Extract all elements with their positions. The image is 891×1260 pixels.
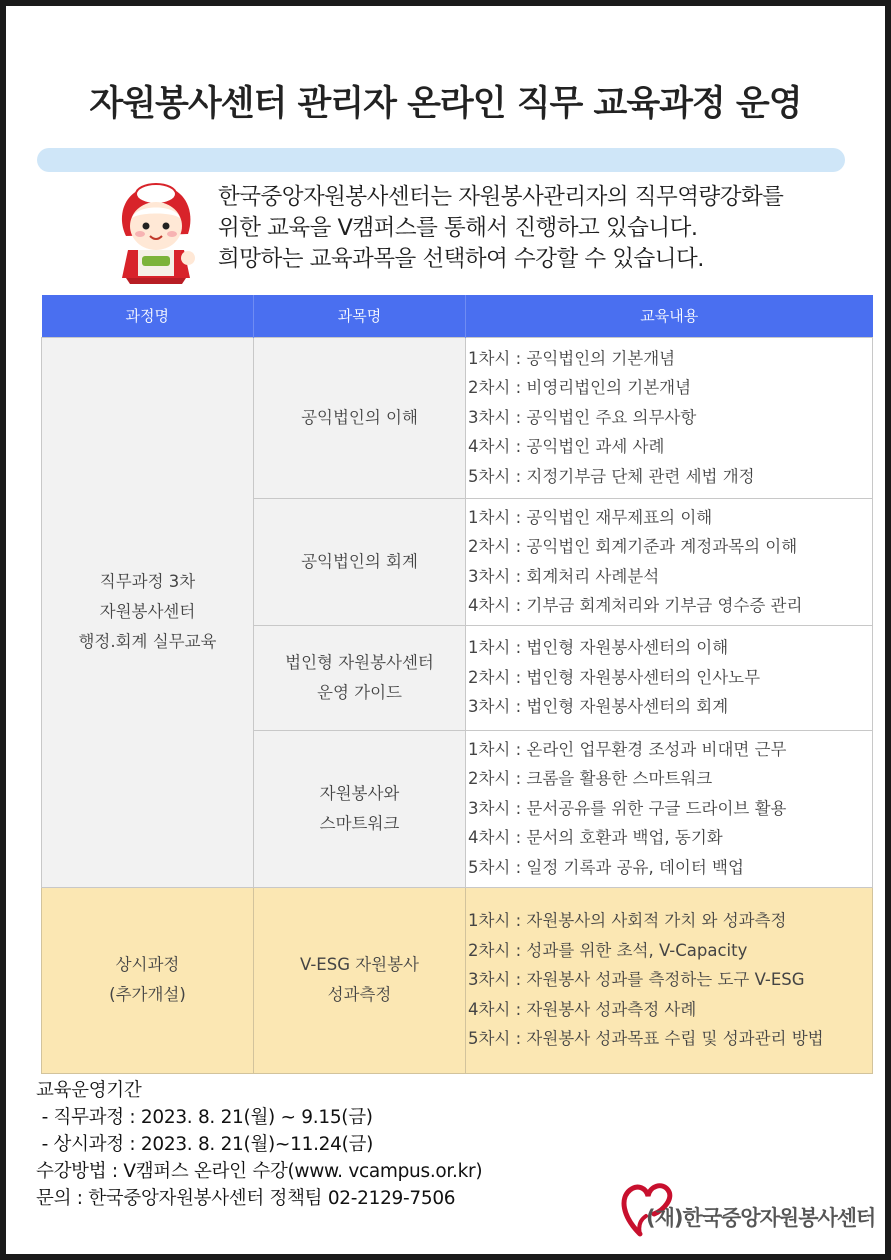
intro-line: 한국중앙자원봉사센터는 자원봉사관리자의 직무역량강화를 [218, 184, 784, 210]
mascot-character-icon [106, 178, 206, 286]
period-regular: - 상시과정 : 2023. 8. 21(월)~11.24(금) [36, 1134, 374, 1155]
header-course: 과정명 [42, 295, 254, 337]
subject-name-cell [254, 337, 466, 498]
content-item: 4차시 : 문서의 호환과 백업, 동기화 [468, 828, 723, 848]
content-item: 5차시 : 지정기부금 단체 관련 세법 개정 [468, 466, 755, 486]
subject-name-line: 스마트워크 [319, 813, 400, 833]
content-item: 5차시 : 일정 기록과 공유, 데이터 백업 [468, 857, 744, 877]
course-name-line: 자원봉사센터 [99, 602, 196, 621]
subject-name-cell [254, 887, 466, 1073]
footer-info [36, 1077, 596, 1212]
intro-line: 위한 교육을 V캠퍼스를 통해서 진행하고 있습니다. [218, 215, 698, 241]
intro-line: 희망하는 교육과목을 선택하여 수강할 수 있습니다. [218, 246, 704, 272]
enrollment-method: 수강방법 : V캠퍼스 온라인 수강(www. vcampus.or.kr) [36, 1161, 483, 1182]
content-item: 3차시 : 회계처리 사례분석 [468, 566, 660, 586]
poster [6, 6, 885, 1254]
content-item: 3차시 : 문서공유를 위한 구글 드라이브 활용 [468, 798, 787, 818]
course-name-line: 행정.회계 실무교육 [78, 632, 217, 651]
content-cell [466, 625, 873, 730]
content-item: 2차시 : 비영리법인의 기본개념 [468, 378, 692, 398]
subject-name-line: 공익법인의 회계 [301, 551, 418, 571]
subject-name-line: 자원봉사와 [319, 783, 400, 803]
course-table [41, 295, 873, 1074]
content-item: 4차시 : 기부금 회계처리와 기부금 영수증 관리 [468, 596, 803, 615]
content-item: 3차시 : 자원봉사 성과를 측정하는 도구 V-ESG [468, 970, 805, 990]
period-label: 교육운영기간 [36, 1080, 142, 1101]
content-item: 2차시 : 성과를 위한 초석, V-Capacity [468, 940, 748, 960]
content-item: 2차시 : 크롬을 활용한 스마트워크 [468, 769, 713, 789]
content-item: 2차시 : 공익법인 회계기준과 계정과목의 이해 [468, 537, 798, 556]
course-name-line: (추가개설) [109, 985, 186, 1004]
content-item: 3차시 : 공익법인 주요 의무사항 [468, 407, 697, 427]
content-item: 1차시 : 온라인 업무환경 조성과 비대면 근무 [468, 739, 787, 759]
content-cell [466, 730, 873, 887]
page-title: 자원봉사센터 관리자 온라인 직무 교육과정 운영 [89, 84, 802, 124]
content-item: 4차시 : 자원봉사 성과측정 사례 [468, 999, 697, 1019]
content-item: 5차시 : 자원봉사 성과목표 수립 및 성과관리 방법 [468, 1029, 824, 1049]
subject-name-cell [254, 498, 466, 625]
subject-name-cell [254, 730, 466, 887]
content-item: 1차시 : 공익법인 재무제표의 이해 [468, 507, 713, 527]
course-name-line: 상시과정 [115, 955, 180, 974]
content-item: 1차시 : 공익법인의 기본개념 [468, 348, 676, 368]
content-item: 1차시 : 법인형 자원봉사센터의 이해 [468, 638, 729, 658]
contact-info: 문의 : 한국중앙자원봉사센터 정책팀 02-2129-7506 [36, 1188, 456, 1209]
subject-name-line: 공익법인의 이해 [301, 407, 418, 427]
content-cell [466, 337, 873, 498]
content-item: 4차시 : 공익법인 과세 사례 [468, 437, 665, 457]
course-name-cell [42, 337, 254, 887]
subject-name-line: 성과측정 [327, 985, 392, 1004]
table-row-highlight [42, 887, 873, 1073]
period-job: - 직무과정 : 2023. 8. 21(월) ~ 9.15(금) [36, 1107, 373, 1128]
course-name-line: 직무과정 3차 [99, 572, 196, 591]
organization-name: (재)한국중앙자원봉사센터 [646, 1206, 876, 1230]
content-item: 1차시 : 자원봉사의 사회적 가치 와 성과측정 [468, 911, 787, 931]
subject-name-line: V-ESG 자원봉사 [300, 955, 419, 974]
content-item: 2차시 : 법인형 자원봉사센터의 인사노무 [468, 667, 761, 687]
course-name-cell [42, 887, 254, 1073]
table-header-row [42, 295, 873, 337]
content-cell [466, 887, 873, 1073]
subject-name-line: 법인형 자원봉사센터 [285, 652, 434, 672]
subject-name-cell [254, 625, 466, 730]
content-item: 3차시 : 법인형 자원봉사센터의 회계 [468, 697, 729, 717]
content-cell [466, 498, 873, 625]
header-subject: 과목명 [254, 295, 466, 337]
decorative-divider-bar [37, 148, 845, 172]
table-row [42, 337, 873, 498]
header-content: 교육내용 [466, 295, 873, 337]
subject-name-line: 운영 가이드 [317, 682, 402, 702]
intro-text [218, 182, 858, 275]
